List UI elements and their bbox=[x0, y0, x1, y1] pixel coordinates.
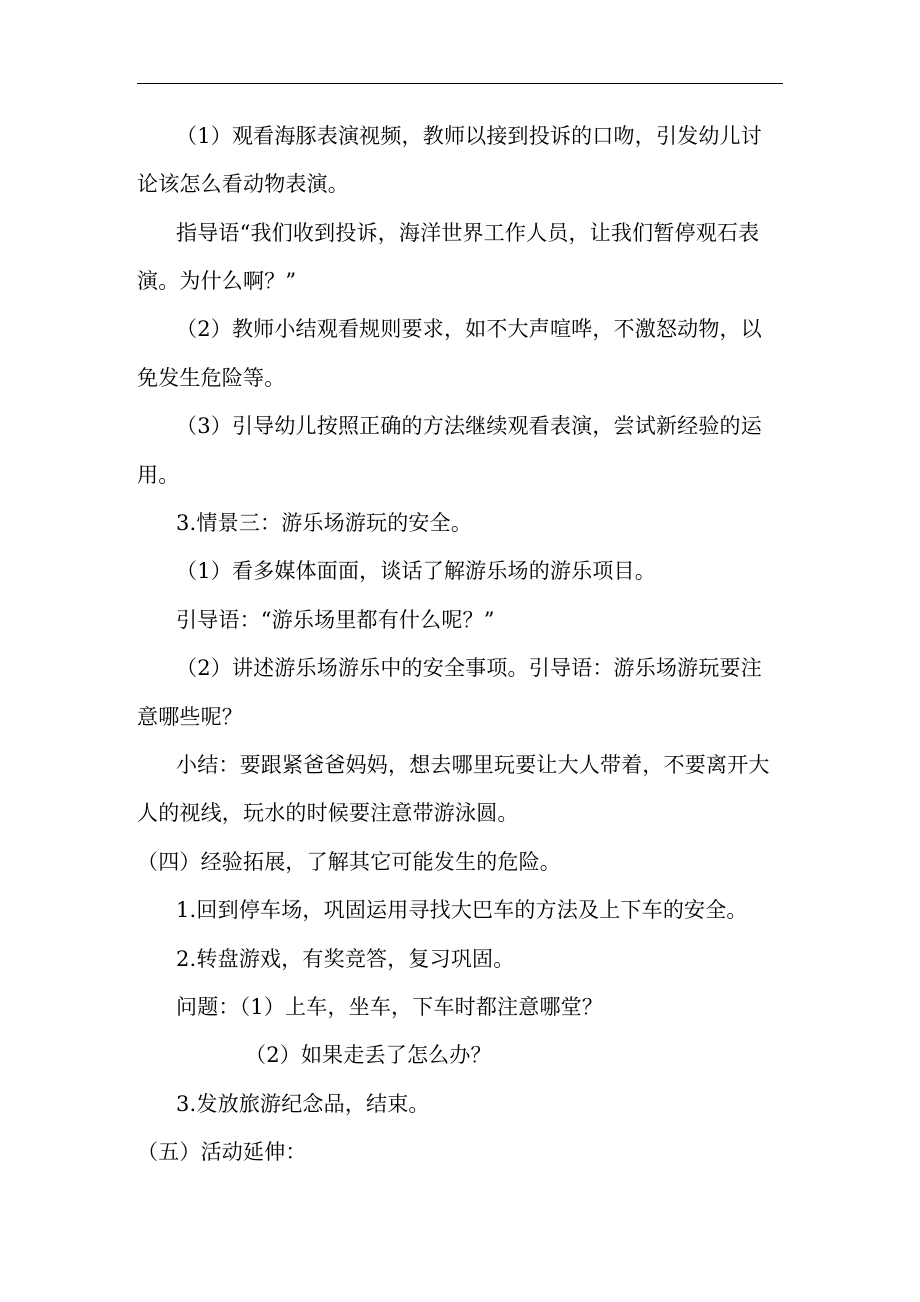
paragraph-line: 演。为什么啊？” bbox=[137, 269, 297, 293]
paragraph-line: 2.转盘游戏，有奖竞答，复习巩固。 bbox=[176, 947, 515, 971]
paragraph-line: 论该怎么看动物表演。 bbox=[137, 172, 349, 196]
paragraph-line: 免发生危险等。 bbox=[137, 366, 286, 390]
paragraph-line: 引导语：“游乐场里都有什么呢？” bbox=[176, 608, 495, 632]
paragraph-line: 指导语“我们收到投诉，海洋世界工作人员，让我们暂停观石表 bbox=[176, 221, 760, 245]
paragraph-line: （2）教师小结观看规则要求，如不大声喧哗，不激怒动物，以 bbox=[176, 317, 762, 341]
paragraph-line: 用。 bbox=[137, 463, 180, 487]
paragraph-line: （1）看多媒体面面，谈话了解游乐场的游乐项目。 bbox=[176, 559, 656, 583]
paragraph-line: 人的视线，玩水的时候要注意带游泳圆。 bbox=[137, 801, 519, 825]
paragraph-line: （2）讲述游乐场游乐中的安全事项。引导语：游乐场游玩要注 bbox=[176, 656, 762, 680]
paragraph-line: 小结：要跟紧爸爸妈妈，想去哪里玩要让大人带着，不要离开大 bbox=[176, 753, 770, 777]
header-rule bbox=[137, 83, 783, 84]
paragraph-line: （1）观看海豚表演视频，教师以接到投诉的口吻，引发幼儿讨 bbox=[176, 124, 762, 148]
section-heading: （四）经验拓展，了解其它可能发生的危险。 bbox=[137, 850, 561, 874]
paragraph-line: 3.发放旅游纪念品，结束。 bbox=[176, 1092, 430, 1116]
paragraph-line: 问题：（1）上车，坐车，下车时都注意哪堂？ bbox=[176, 995, 604, 1019]
paragraph-line: （2）如果走丢了怎么办？ bbox=[245, 1043, 492, 1067]
section-heading: （五）活动延伸： bbox=[137, 1140, 307, 1164]
paragraph-line: （3）引导幼儿按照正确的方法继续观看表演，尝试新经验的运 bbox=[176, 414, 762, 438]
section-heading: 3.情景三：游乐场游玩的安全。 bbox=[176, 511, 473, 535]
paragraph-line: 1.回到停车场，巩固运用寻找大巴车的方法及上下车的安全。 bbox=[176, 898, 748, 922]
paragraph-line: 意哪些呢？ bbox=[137, 705, 243, 729]
